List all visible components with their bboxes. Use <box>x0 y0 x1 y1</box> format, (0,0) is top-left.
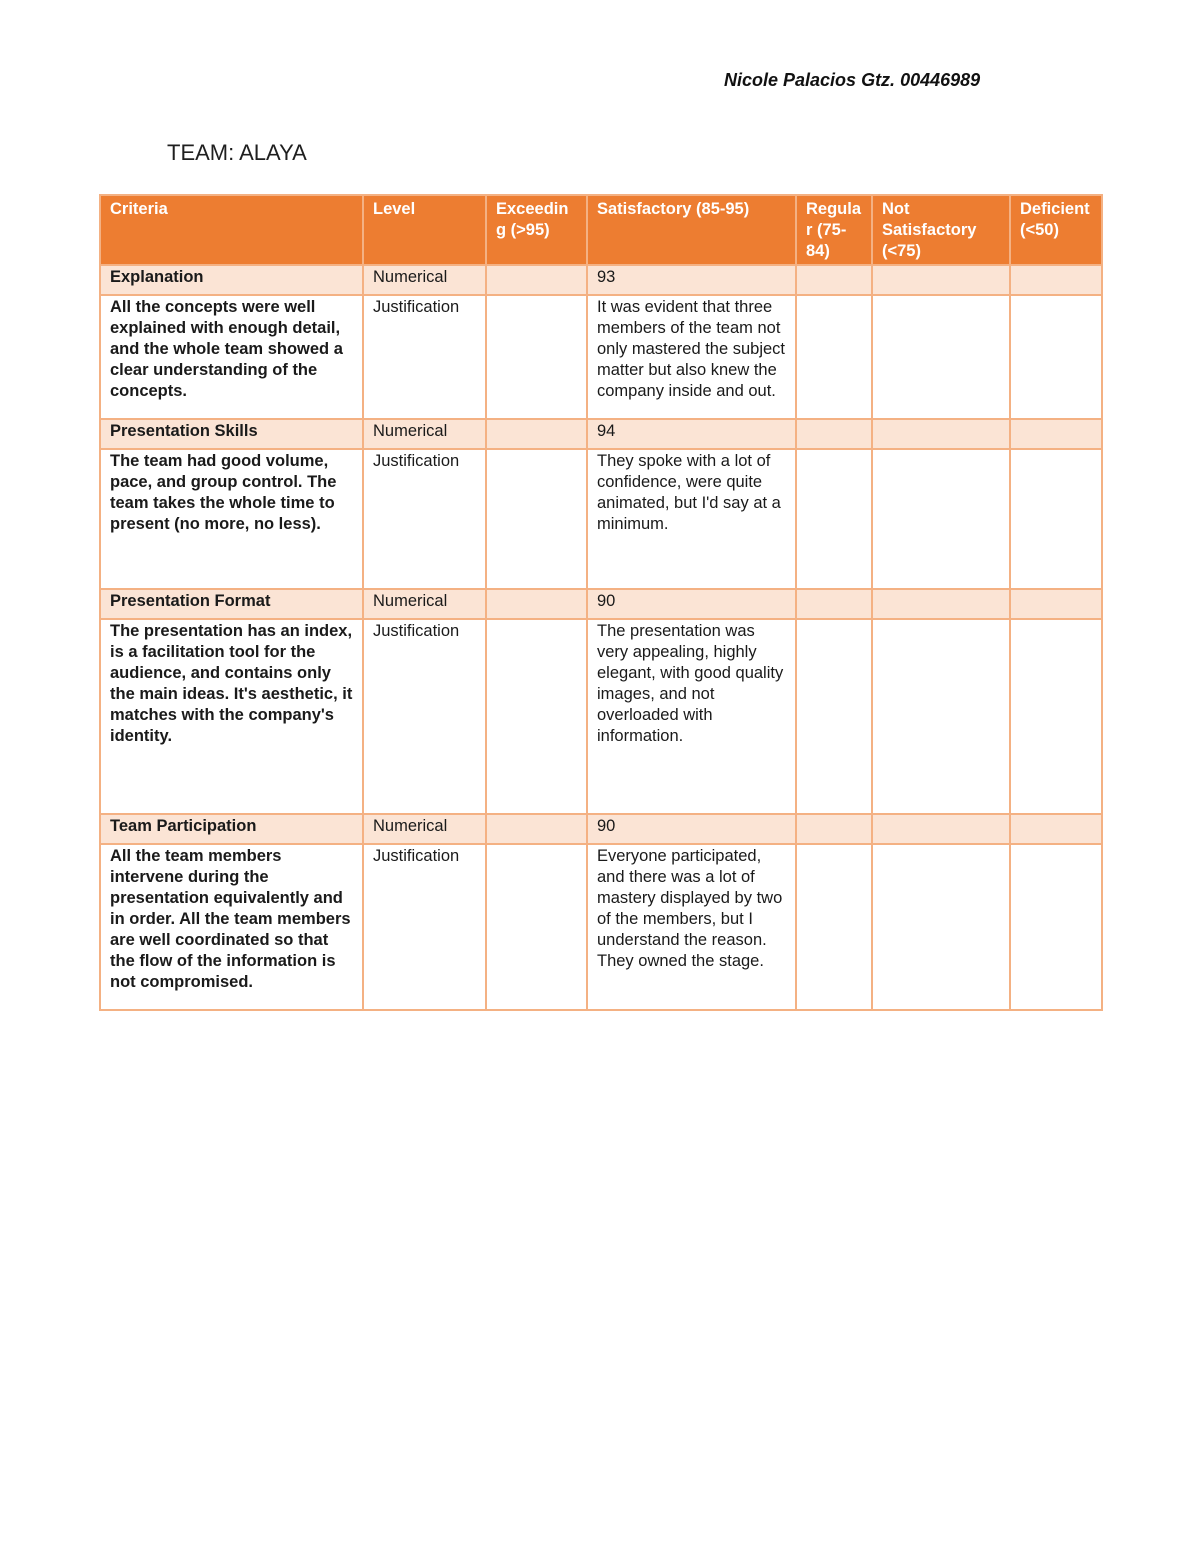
table-row <box>100 419 1102 449</box>
exceeding-cell <box>486 814 587 844</box>
exceeding-cell <box>486 844 587 1010</box>
criteria-name: Presentation Format <box>100 589 363 619</box>
author-name: Nicole Palacios Gtz. 00446989 <box>724 70 981 90</box>
regular-cell <box>796 619 872 814</box>
regular-cell <box>796 814 872 844</box>
not-satisfactory-cell <box>872 295 1010 419</box>
not-satisfactory-cell <box>872 619 1010 814</box>
header-exceeding: Exceeding (>95) <box>486 195 587 265</box>
not-satisfactory-cell <box>872 419 1010 449</box>
exceeding-cell <box>486 419 587 449</box>
level-label: Numerical <box>363 419 486 449</box>
exceeding-cell <box>486 619 587 814</box>
regular-cell <box>796 265 872 295</box>
not-satisfactory-cell <box>872 814 1010 844</box>
criteria-description: The presentation has an index, is a facilitation tool for the audience, and contains only the main ideas. It's aesthetic, it matches with the company's identity. <box>100 619 363 814</box>
criteria-name: Team Participation <box>100 814 363 844</box>
level-label: Justification <box>363 619 486 814</box>
deficient-cell <box>1010 814 1102 844</box>
regular-cell <box>796 419 872 449</box>
level-label: Justification <box>363 295 486 419</box>
not-satisfactory-cell <box>872 844 1010 1010</box>
deficient-cell <box>1010 295 1102 419</box>
header-criteria: Criteria <box>100 195 363 265</box>
table-row <box>100 449 1102 589</box>
header-regular: Regular (75-84) <box>796 195 872 265</box>
regular-cell <box>796 589 872 619</box>
justification-text: The presentation was very appealing, highly elegant, with good quality images, and not overloaded with information. <box>587 619 796 814</box>
not-satisfactory-cell <box>872 265 1010 295</box>
header-deficient: Deficient (<50) <box>1010 195 1102 265</box>
justification-text: They spoke with a lot of confidence, were quite animated, but I'd say at a minimum. <box>587 449 796 589</box>
header-satisfactory: Satisfactory (85-95) <box>587 195 796 265</box>
score-value: 94 <box>587 419 796 449</box>
table-row <box>100 265 1102 295</box>
rubric-table <box>99 194 1103 1011</box>
criteria-name: Explanation <box>100 265 363 295</box>
level-label: Numerical <box>363 814 486 844</box>
header-not-satisfactory: Not Satisfactory (<75) <box>872 195 1010 265</box>
deficient-cell <box>1010 589 1102 619</box>
table-row <box>100 295 1102 419</box>
level-label: Justification <box>363 449 486 589</box>
score-value: 90 <box>587 814 796 844</box>
level-label: Numerical <box>363 265 486 295</box>
not-satisfactory-cell <box>872 449 1010 589</box>
regular-cell <box>796 449 872 589</box>
criteria-description: The team had good volume, pace, and group control. The team takes the whole time to present (no more, no less). <box>100 449 363 589</box>
regular-cell <box>796 844 872 1010</box>
exceeding-cell <box>486 589 587 619</box>
header-level: Level <box>363 195 486 265</box>
table-row <box>100 814 1102 844</box>
deficient-cell <box>1010 419 1102 449</box>
exceeding-cell <box>486 265 587 295</box>
deficient-cell <box>1010 265 1102 295</box>
level-label: Justification <box>363 844 486 1010</box>
table-row <box>100 589 1102 619</box>
header-row <box>100 195 1102 265</box>
justification-text: It was evident that three members of the team not only mastered the subject matter but also knew the company inside and out. <box>587 295 796 419</box>
criteria-name: Presentation Skills <box>100 419 363 449</box>
table-row <box>100 844 1102 1010</box>
deficient-cell <box>1010 844 1102 1010</box>
regular-cell <box>796 295 872 419</box>
deficient-cell <box>1010 619 1102 814</box>
justification-text: Everyone participated, and there was a lot of mastery displayed by two of the members, but I understand the reason. They owned the stage. <box>587 844 796 1010</box>
score-value: 90 <box>587 589 796 619</box>
exceeding-cell <box>486 295 587 419</box>
criteria-description: All the concepts were well explained with enough detail, and the whole team showed a clear understanding of the concepts. <box>100 295 363 419</box>
score-value: 93 <box>587 265 796 295</box>
level-label: Numerical <box>363 589 486 619</box>
deficient-cell <box>1010 449 1102 589</box>
not-satisfactory-cell <box>872 589 1010 619</box>
team-title: TEAM: ALAYA <box>167 140 307 165</box>
table-row <box>100 619 1102 814</box>
exceeding-cell <box>486 449 587 589</box>
criteria-description: All the team members intervene during the presentation equivalently and in order. All the team members are well coordinated so that the flow of the information is not compromised. <box>100 844 363 1010</box>
